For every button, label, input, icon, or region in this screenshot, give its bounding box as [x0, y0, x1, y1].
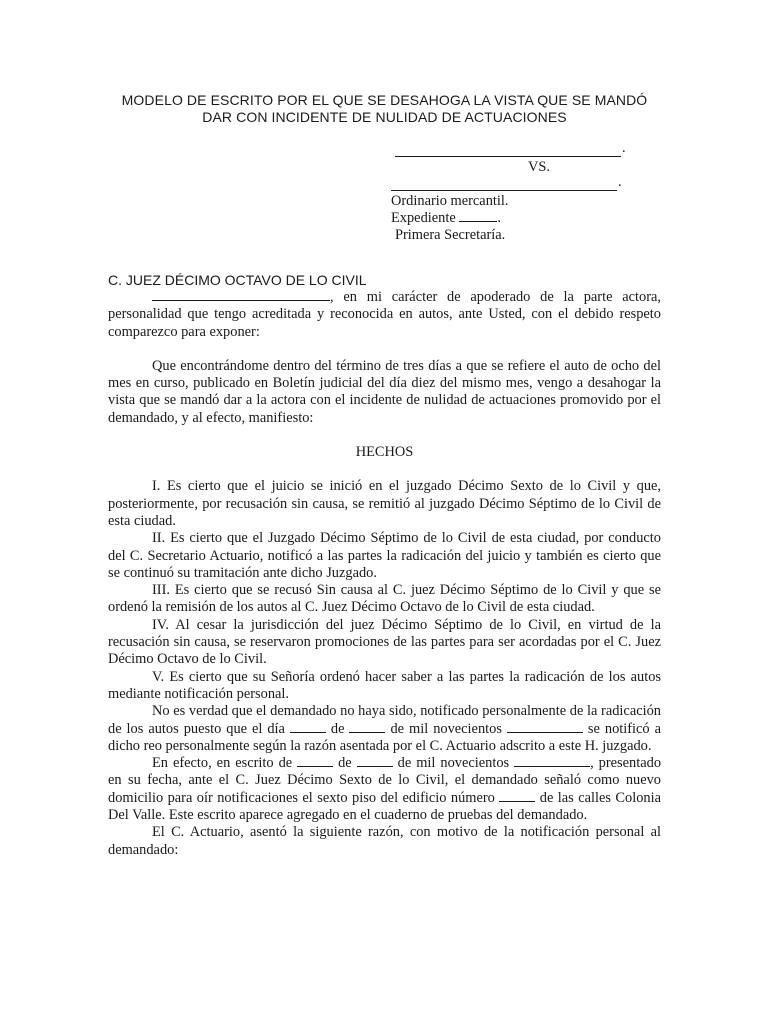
text-segment: No es verdad que el demandado no haya sido, notificado personalmente de la radicación de los autos puesto que el día [108, 703, 661, 737]
secretaria: Primera Secretaría. [395, 227, 506, 243]
expediente-blank [459, 210, 497, 222]
month-blank [357, 755, 393, 767]
text-segment: de mil novecientos [392, 755, 515, 772]
document-page [108, 0, 661, 1024]
case-type: Ordinario mercantil. [391, 193, 509, 209]
document-title [108, 92, 661, 126]
text-segment: se notificó a dicho reo personalmente según la razón asentada por el C. Actuario adscrito a este H. juzgado. [108, 720, 661, 754]
defendant-blank [391, 176, 631, 193]
text-segment: de [333, 755, 357, 772]
text-segment: , presentado en su fecha, ante el C. Juez Décimo Sexto de lo Civil, el demandado señaló como nuevo domicilio para oír notificaciones el sexto piso del edificio número [108, 755, 662, 806]
text-segment: de mil novecientos [385, 720, 507, 737]
document-body [108, 289, 661, 859]
day-blank [297, 755, 333, 767]
paragraph-en-efecto [108, 755, 661, 824]
addressee: C. JUEZ DÉCIMO OCTAVO DE LO CIVIL [108, 272, 367, 288]
fact-item: V. Es cierto que su Señoría ordenó hacer saber a las partes la radicación de los autos mediante notificación personal. [108, 668, 661, 702]
day-blank [290, 721, 326, 733]
plaintiff-blank [391, 142, 631, 159]
name-blank [152, 289, 330, 301]
title-line-1: MODELO DE ESCRITO POR EL QUE SE DESAHOGA LA VISTA QUE SE MANDÓ [121, 92, 648, 108]
fact-item: III. Es cierto que se recusó Sin causa al C. juez Décimo Séptimo de lo Civil y que se ordenó la remisión de los autos al C. Juez Décimo Octavo de lo Civil de esta ciudad. [108, 582, 661, 616]
intro-text: , en mi carácter de apoderado de la parte actora, personalidad que tengo acreditada y reconocida en autos, ante Usted, con el debido respeto comparezco para exponer: [108, 289, 661, 340]
defendant-blank-dot: . [618, 174, 622, 190]
year-blank [507, 721, 583, 733]
paragraph-termino: Que encontrándome dentro del término de tres días a que se refiere el auto de ocho del mes en curso, publicado en Boletín judicial del día diez del mismo mes, vengo a desahogar la vista que se mandó dar a la actora con el incidente de nulidad de actuaciones promovido por el demandado, y al efecto, manifiesto: [108, 357, 661, 426]
fact-item: I. Es cierto que el juicio se inició en el juzgado Décimo Sexto de lo Civil y que, posteriormente, por recusación sin causa, se remitió al juzgado Décimo Séptimo de lo Civil de esta ciudad. [108, 478, 661, 529]
intro-paragraph [108, 289, 661, 341]
spacer [108, 341, 661, 358]
defendant-blank-rule [391, 190, 617, 191]
expediente-line [391, 210, 631, 227]
fact-item: IV. Al cesar la jurisdicción del juez Décimo Séptimo de lo Civil, en virtud de la recusación sin causa, se reservaron promociones de las partes para ser acordadas por el C. Juez Décimo Octavo de lo Civil. [108, 616, 661, 668]
spacer [108, 461, 661, 478]
paragraph-actuario: El C. Actuario, asentó la siguiente razón, con motivo de la notificación personal al demandado: [108, 824, 661, 858]
versus-label: VS. [528, 159, 550, 175]
month-blank [349, 721, 385, 733]
case-caption [391, 142, 631, 244]
text-segment: de las calles Colonia Del Valle. Este escrito aparece agregado en el cuaderno de pruebas del demandado. [108, 789, 661, 824]
plaintiff-blank-dot: . [622, 140, 626, 156]
section-heading: HECHOS [355, 444, 414, 461]
plaintiff-blank-rule [395, 156, 621, 157]
expediente-end: . [497, 210, 501, 226]
paragraph-no-es-verdad [108, 703, 661, 755]
spacer [108, 427, 661, 444]
text-segment: de [325, 720, 350, 737]
expediente-label: Expediente [391, 210, 460, 226]
title-line-2: DAR CON INCIDENTE DE NULIDAD DE ACTUACIONES [202, 109, 567, 125]
building-number-blank [499, 790, 535, 802]
text-segment: En efecto, en escrito de [152, 755, 298, 772]
fact-item: II. Es cierto que el Juzgado Décimo Séptimo de lo Civil de esta ciudad, por conducto del C. Secretario Actuario, notificó a las partes la radicación del juicio y también es cierto que se continuó su tramitación ante dicho Juzgado. [108, 530, 661, 581]
year-blank [514, 755, 590, 767]
